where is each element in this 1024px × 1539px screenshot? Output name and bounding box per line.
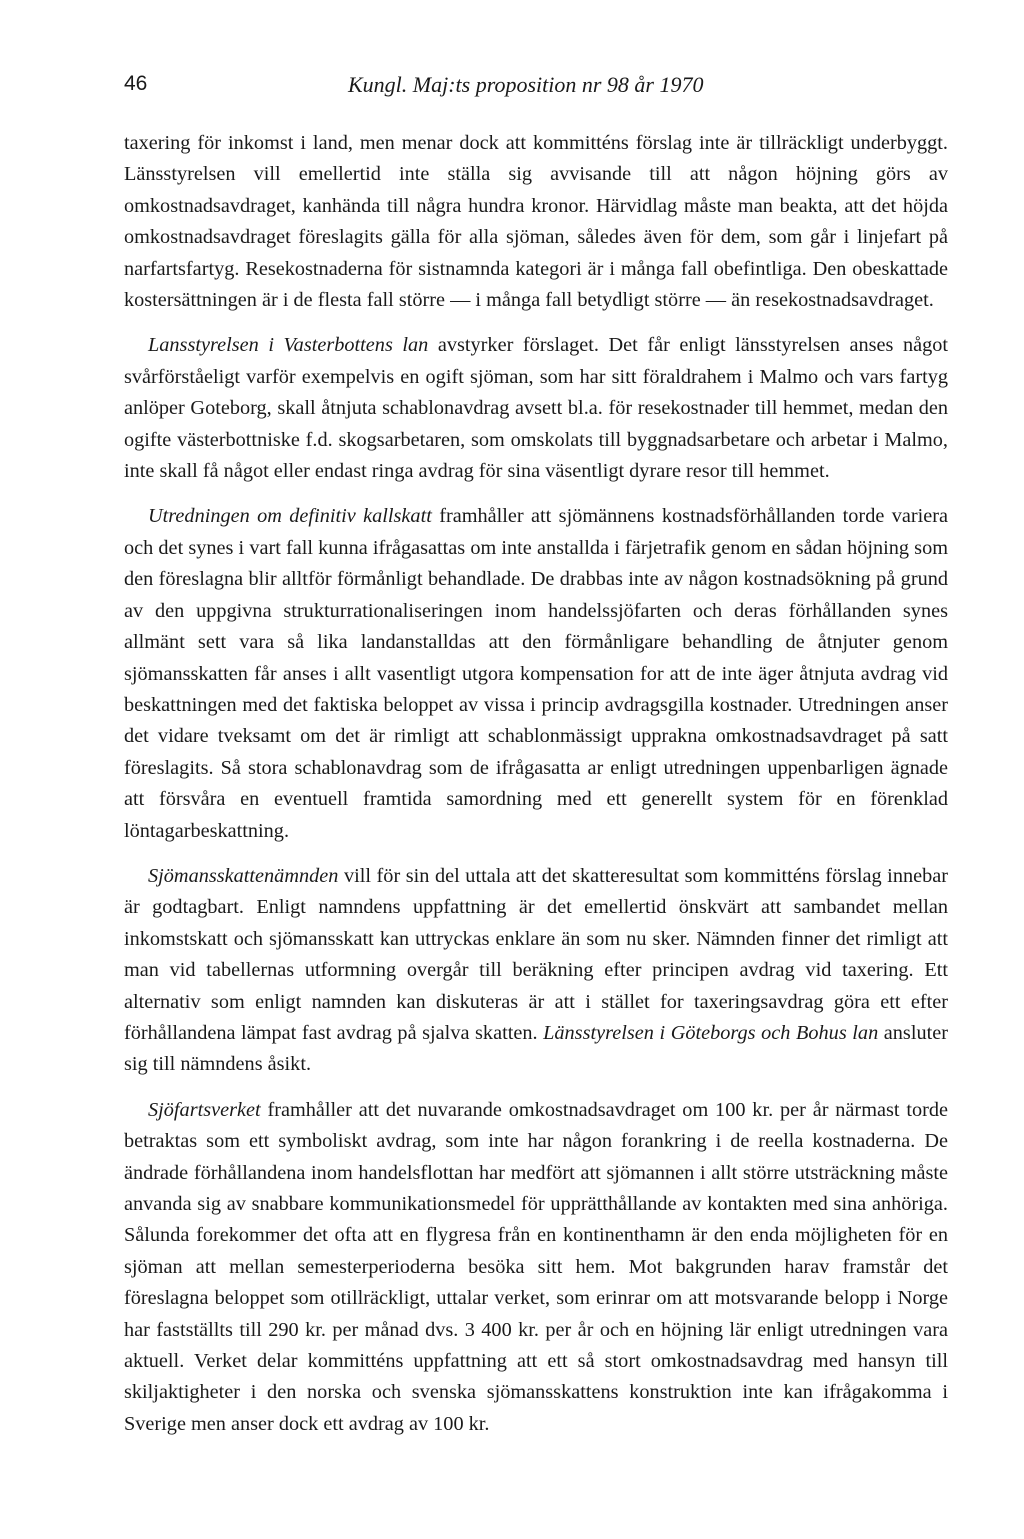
- paragraph-4: [124, 861, 948, 1081]
- paragraph-inline-italic: Länsstyrelsen i Göteborgs och Bohus lan: [543, 1021, 879, 1044]
- paragraph-5: [124, 1095, 948, 1440]
- paragraph-2: [124, 330, 948, 487]
- paragraph-lead: Sjömansskattenämnden: [148, 864, 339, 887]
- paragraph-text: vill för sin del uttala att det skatteresultat som kommitténs förslag innebar är godtagbart. Enligt namndens uppfattning är det emellertid önskvärt att sambandet mellan inkomstskatt och sjömansskatt kan uttryckas enklare än som nu sker. Nämnden finner det rimligt att man vid tabellernas utformning overgår till beräkning efter principen avdrag vid taxering. Ett alternativ som enligt namnden kan diskuteras är att i stället for taxeringsavdrag göra ett efter förhållandena lämpat fast avdrag på sjalva skatten.: [124, 864, 948, 1044]
- paragraph-lead: Sjöfartsverket: [148, 1098, 261, 1121]
- page-number: 46: [124, 72, 148, 95]
- paragraph-lead: Utredningen om definitiv kallskatt: [148, 505, 432, 528]
- paragraph-text: avstyrker förslaget. Det får enligt länsstyrelsen anses något svårförståeligt varför exempelvis en ogift sjöman, som har sitt föraldrahem i Malmo och vars fartyg anlöper Goteborg, skall åtnjuta schablonavdrag avsett bl.a. för resekostnader till hemmet, medan den ogifte västerbottniske f.d. skogsarbetaren, som omskolats till byggnadsarbetare och arbetar i Malmo, inte skall få något eller endast ringa avdrag för sina väsentligt dyrare resor till hemmet.: [124, 334, 949, 483]
- running-title: Kungl. Maj:ts proposition nr 98 år 1970: [348, 72, 704, 97]
- paragraph-text: framhåller att sjömännens kostnadsförhållanden torde variera och det synes i vart fall kunna ifrågasattas om inte anstallda i färjetrafik genom en sådan höjning som den föreslagna blir alltför förmånligt behandlade. De drabbas inte av någon kostnadsökning på grund av den uppgivna strukturrationaliseringen inom handelssjöfarten och deras förhållanden synes allmänt sett vara så lika landanstalldas att den förmånligare behandling de åtnjuter genom sjömansskatten får anses i allt vasentligt utgora kompensation for att de inte äger åtnjuta avdrag vid beskattningen med det faktiska beloppet av vissa i princip avdragsgilla kostnader. Utredningen anser det vidare tveksamt om det är rimligt att schablonmässigt upprakna omkostnadsavdraget på satt föreslagits. Så stora schablonavdrag som de ifrågasatta ar enligt utredningen uppenbarligen ägnade att försvåra en eventuell framtida samordning med ett generellt system för en förenklad löntagarbeskattning.: [124, 505, 948, 842]
- paragraph-tail: ansluter sig till nämndens åsikt.: [124, 1021, 948, 1076]
- paragraph-1: [124, 128, 948, 316]
- paragraph-lead: Lansstyrelsen i Vasterbottens lan: [148, 334, 429, 357]
- paragraph-text: taxering för inkomst i land, men menar dock att kommitténs förslag inte är tillräckligt underbyggt. Länsstyrelsen vill emellertid inte ställa sig avvisande till att någon höjning görs av omkostnadsavdraget, kanhända till några hundra kronor. Härvidlag måste man beakta, att det höjda omkostnadsavdraget föreslagits gälla för alla sjöman, således även för dem, som går i linjefart på narfartsfartyg. Resekostnaderna för sistnamnda kategori är i många fall obefintliga. Den obeskattade kostersättningen är i de flesta fall större — i många fall betydligt större — än resekostnadsavdraget.: [124, 132, 948, 312]
- page-header: [124, 72, 944, 106]
- document-body: [124, 128, 948, 1454]
- paragraph-3: [124, 501, 948, 846]
- paragraph-text: framhåller att det nuvarande omkostnadsavdraget om 100 kr. per år närmast torde betraktas som ett symboliskt avdrag, som inte har någon forankring i de reella kostnaderna. De ändrade förhållandena inom handelsflottan har medfört att sjömannen i allt större utsträckning måste anvanda sig av snabbare kommunikationsmedel för upprätthållande av kontakten med sina anhöriga. Sålunda forekommer det ofta att en flygresa från en kontinenthamn är den enda möjligheten för en sjöman att mellan semesterperioderna besöka sitt hem. Mot bakgrunden harav framstår det föreslagna beloppet som otillräckligt, uttalar verket, som erinrar om att motsvarande belopp i Norge har fastställts till 290 kr. per månad dvs. 3 400 kr. per år och en höjning lär enligt utredningen vara aktuell. Verket delar kommitténs uppfattning att ett så stort omkostnadsavdrag med hansyn till skiljaktigheter i den norska och svenska sjömansskattens konstruktion inte kan ifrågakomma i Sverige men anser dock ett avdrag av 100 kr.: [124, 1098, 948, 1435]
